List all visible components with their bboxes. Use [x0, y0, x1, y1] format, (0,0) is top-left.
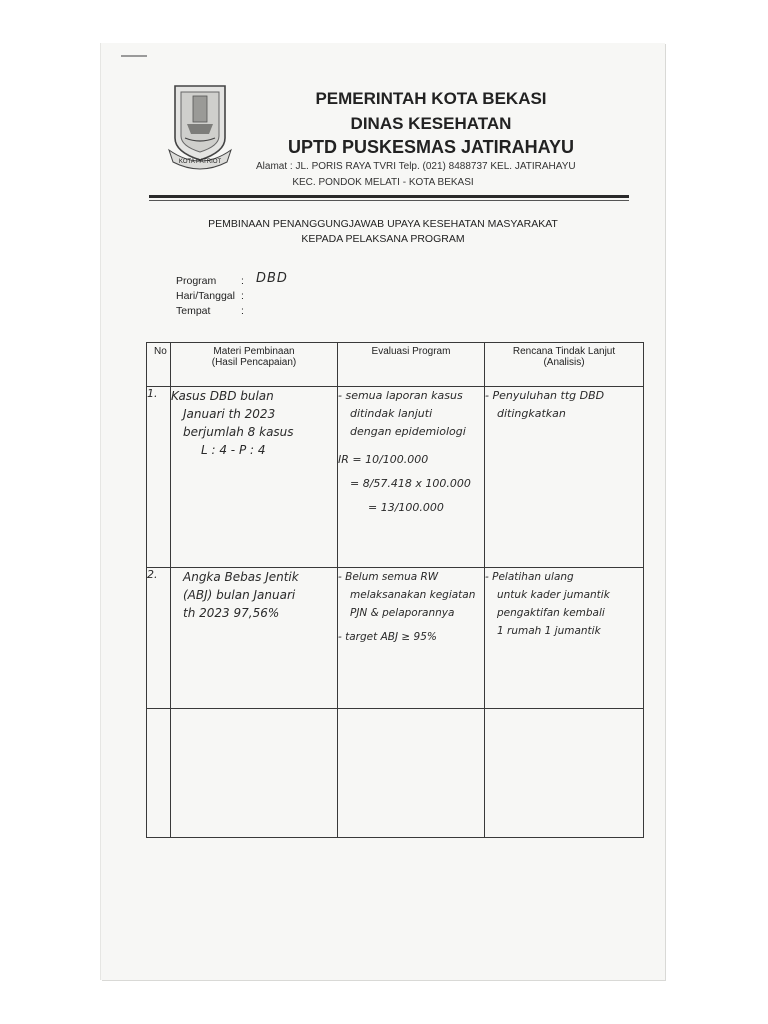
table-row	[147, 387, 644, 568]
evaluasi-line: ditindak lanjuti	[350, 407, 433, 420]
materi-line: (ABJ) bulan Januari	[183, 588, 296, 602]
header-department: DINAS KESEHATAN	[350, 114, 512, 133]
empty-cell	[485, 709, 644, 838]
header-address: Alamat : JL. PORIS RAYA TVRI Telp. (021) 8488737 KEL. JATIRAHAYU	[256, 161, 576, 172]
evaluasi-line: melaksanakan kegiatan	[350, 589, 476, 601]
row-materi	[171, 568, 338, 709]
date-label: Hari/Tanggal	[176, 290, 235, 302]
row-evaluasi	[338, 387, 485, 568]
program-colon: :	[241, 275, 244, 287]
row-materi	[171, 387, 338, 568]
row-number: 2.	[147, 568, 171, 709]
rencana-line: ditingkatkan	[497, 407, 566, 420]
materi-line: berjumlah 8 kasus	[183, 425, 294, 439]
evaluasi-line: - Belum semua RW	[338, 571, 439, 583]
rencana-line: - Penyuluhan ttg DBD	[485, 389, 605, 402]
materi-line: Angka Bebas Jentik	[183, 570, 299, 584]
header-rencana-line1: Rencana Tindak Lanjut	[512, 346, 616, 357]
table-row	[147, 568, 644, 709]
form-title: PEMBINAAN PENANGGUNGJAWAB UPAYA KESEHATAN MASYARAKAT	[208, 218, 558, 230]
row-evaluasi	[338, 568, 485, 709]
header-district: KEC. PONDOK MELATI - KOTA BEKASI	[292, 177, 474, 188]
evaluasi-line: IR = 10/100.000	[338, 453, 429, 466]
header-government: PEMERINTAH KOTA BEKASI	[315, 89, 547, 108]
empty-cell	[338, 709, 485, 838]
header-clinic: UPTD PUSKESMAS JATIRAHAYU	[287, 137, 575, 157]
row-number: 1.	[147, 387, 171, 568]
evaluation-table	[146, 342, 644, 838]
header-materi	[171, 343, 338, 387]
rencana-line: untuk kader jumantik	[497, 589, 610, 601]
program-value: DBD	[256, 271, 288, 286]
empty-cell	[171, 709, 338, 838]
rencana-line: 1 rumah 1 jumantik	[497, 625, 601, 637]
rencana-line: pengaktifan kembali	[497, 607, 605, 619]
evaluasi-line: = 8/57.418 x 100.000	[350, 477, 471, 490]
place-colon: :	[241, 305, 244, 317]
header-evaluasi: Evaluasi Program	[338, 343, 485, 387]
header-divider-thin	[149, 200, 629, 201]
empty-cell	[147, 709, 171, 838]
evaluasi-line: - target ABJ ≥ 95%	[338, 631, 437, 643]
row-rencana	[485, 387, 644, 568]
header-no: No	[147, 343, 171, 387]
materi-line: L : 4 - P : 4	[201, 443, 266, 457]
evaluasi-line: dengan epidemiologi	[350, 425, 466, 438]
program-label: Program	[176, 275, 217, 287]
row-rencana	[485, 568, 644, 709]
header-materi-line1: Materi Pembinaan	[213, 346, 295, 357]
city-emblem-icon	[167, 80, 233, 170]
materi-line: Januari th 2023	[183, 407, 276, 421]
materi-line: th 2023 97,56%	[183, 606, 280, 620]
evaluasi-line: = 13/100.000	[368, 501, 444, 514]
form-subtitle: KEPADA PELAKSANA PROGRAM	[301, 233, 465, 245]
header-materi-line2: (Hasil Pencapaian)	[211, 357, 297, 368]
header-divider-thick	[149, 195, 629, 198]
table-header-row	[147, 343, 644, 387]
table-row-empty	[147, 709, 644, 838]
evaluasi-line: PJN & pelaporannya	[350, 607, 455, 619]
document-page	[101, 43, 665, 980]
place-label: Tempat	[176, 305, 211, 317]
materi-line: Kasus DBD bulan	[171, 389, 274, 403]
header-rencana	[485, 343, 644, 387]
svg-text:KOTA PATRIOT: KOTA PATRIOT	[178, 159, 222, 165]
staple-mark	[121, 45, 147, 57]
header-rencana-line2: (Analisis)	[543, 357, 585, 368]
evaluasi-line: - semua laporan kasus	[338, 389, 463, 402]
rencana-line: - Pelatihan ulang	[485, 571, 574, 583]
date-colon: :	[241, 290, 244, 302]
